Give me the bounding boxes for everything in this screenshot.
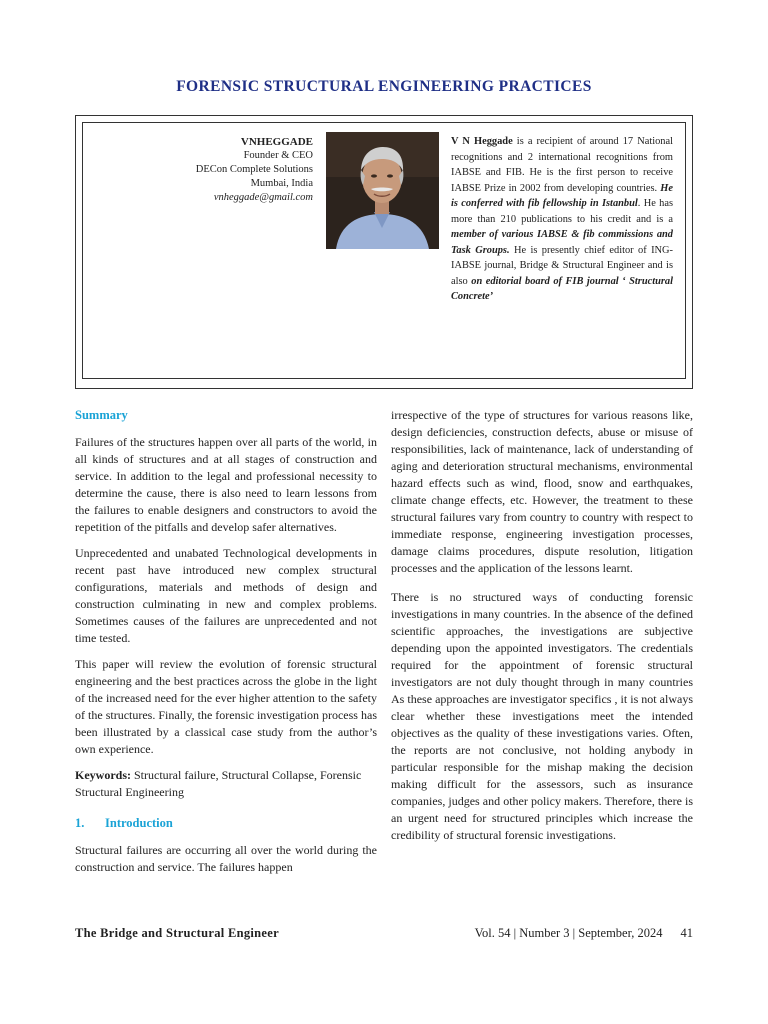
right-column	[391, 407, 693, 853]
keywords	[75, 767, 377, 801]
author-role: Founder & CEO	[243, 150, 313, 161]
author-info	[196, 135, 313, 205]
keywords-label: Keywords:	[75, 768, 131, 782]
author-company: DECon Complete Solutions	[195, 164, 313, 175]
bio-editorial-board: on editorial board of FIB journal ‘ Structural Concrete’	[451, 275, 674, 302]
author-email[interactable]: vnheggade@gmail.com	[213, 192, 313, 203]
bio-commissions: member of various IABSE & fib commissions and Task Groups.	[451, 229, 673, 256]
introduction-paragraph-2: There is no structured ways of conducting forensic investigations in many countries. In the absence of the defined scientific approaches, the investigations are subjective depending upon the appointed investigators. The credentials required for the appointment of forensic structural investigators are not duly thought through in many countries As these approaches are investigator specifics , it is not always clear whether these investigations meet the intended objectives as the quality of these investigations varies. Often, the reports are not conclusive, not holding anybody in particular responsible for the mishap making the decision making difficult for the assessors, such as insurance companies, judges and other policy makers. Therefore, there is an urgent need for structured principles which increase the credibility of structural forensic investigations.	[391, 590, 693, 842]
introduction-paragraph-continued: irrespective of the type of structures for various reasons like, design deficiencies, construction defects, abuse or misuse of responsibilities, lack of maintenance, lack of understanding of aging and deterioration structural mechanisms, environmental hazard effects such as wind, flood, snow and earthquakes, climate change effects, etc. However, the treatment to these structural failures vary from country to country with respect to immediate response, engineering investigation processes, damage claims procedures, dispute resolution, litigation processes and the application of the lessons learnt.	[391, 408, 693, 575]
journal-name: The Bridge and Structural Engineer	[75, 926, 279, 940]
summary-paragraph-3: This paper will review the evolution of forensic structural engineering and the best practices across the globe in the light of the increased need for the ever higher attention to the safety of the structures. Finally, the forensic investigation process has been illustrated by a classical case study from the author’s own experience.	[75, 657, 377, 756]
author-name: VNHEGGADE	[240, 136, 313, 148]
bio-text-3: He is presently chief editor of ING-IABSE journal, Bridge & Structural Engineer and is also	[451, 244, 673, 287]
bio-text-1: is a recipient of around 17 National recognitions and 2 international recognitions from IABSE and FIB. He is the first person to receive IABSE Prize in 2002 from developing countries.	[451, 136, 673, 194]
left-column	[75, 407, 377, 885]
author-box-inner	[82, 122, 686, 379]
bio-fellowship: He is conferred with fib fellowship in Istanbul	[451, 182, 673, 209]
bio-author-name: V N Heggade	[451, 136, 513, 147]
summary-paragraph-1: Failures of the structures happen over all parts of the world, in all kinds of structures and at all stages of construction and service. In addition to the legal and professional necessity to determine the cause, there is also need to learn lessons from the failures to enable designers and constructors to avoid the repetition of the pitfalls and develop safer alternatives.	[75, 435, 377, 534]
author-portrait	[326, 132, 439, 249]
author-bio	[451, 134, 673, 305]
section-number: 1.	[75, 816, 85, 830]
section-title: Introduction	[105, 816, 173, 830]
summary-heading: Summary	[75, 408, 128, 422]
page-number: 41	[680, 926, 693, 940]
issue-text: Vol. 54 | Number 3 | September, 2024	[474, 926, 663, 940]
introduction-paragraph-1: Structural failures are occurring all over the world during the construction and service. The failures happen	[75, 843, 377, 874]
summary-paragraph-2: Unprecedented and unabated Technological developments in recent past have introduced new complex structural configurations, materials and methods of design and construction culminating in new and complex problems. Sometimes causes of the failures are unprecedented and not time tested.	[75, 546, 377, 645]
introduction-heading	[75, 815, 377, 832]
keywords-text: Structural failure, Structural Collapse, Forensic Structural Engineering	[75, 768, 362, 799]
bio-text-2: . He has more than 210 publications to his credit and is a	[451, 198, 673, 225]
author-location: Mumbai, India	[250, 178, 313, 189]
issue-info	[475, 926, 693, 941]
paper-title: FORENSIC STRUCTURAL ENGINEERING PRACTICES	[176, 78, 592, 95]
author-box	[75, 115, 693, 389]
